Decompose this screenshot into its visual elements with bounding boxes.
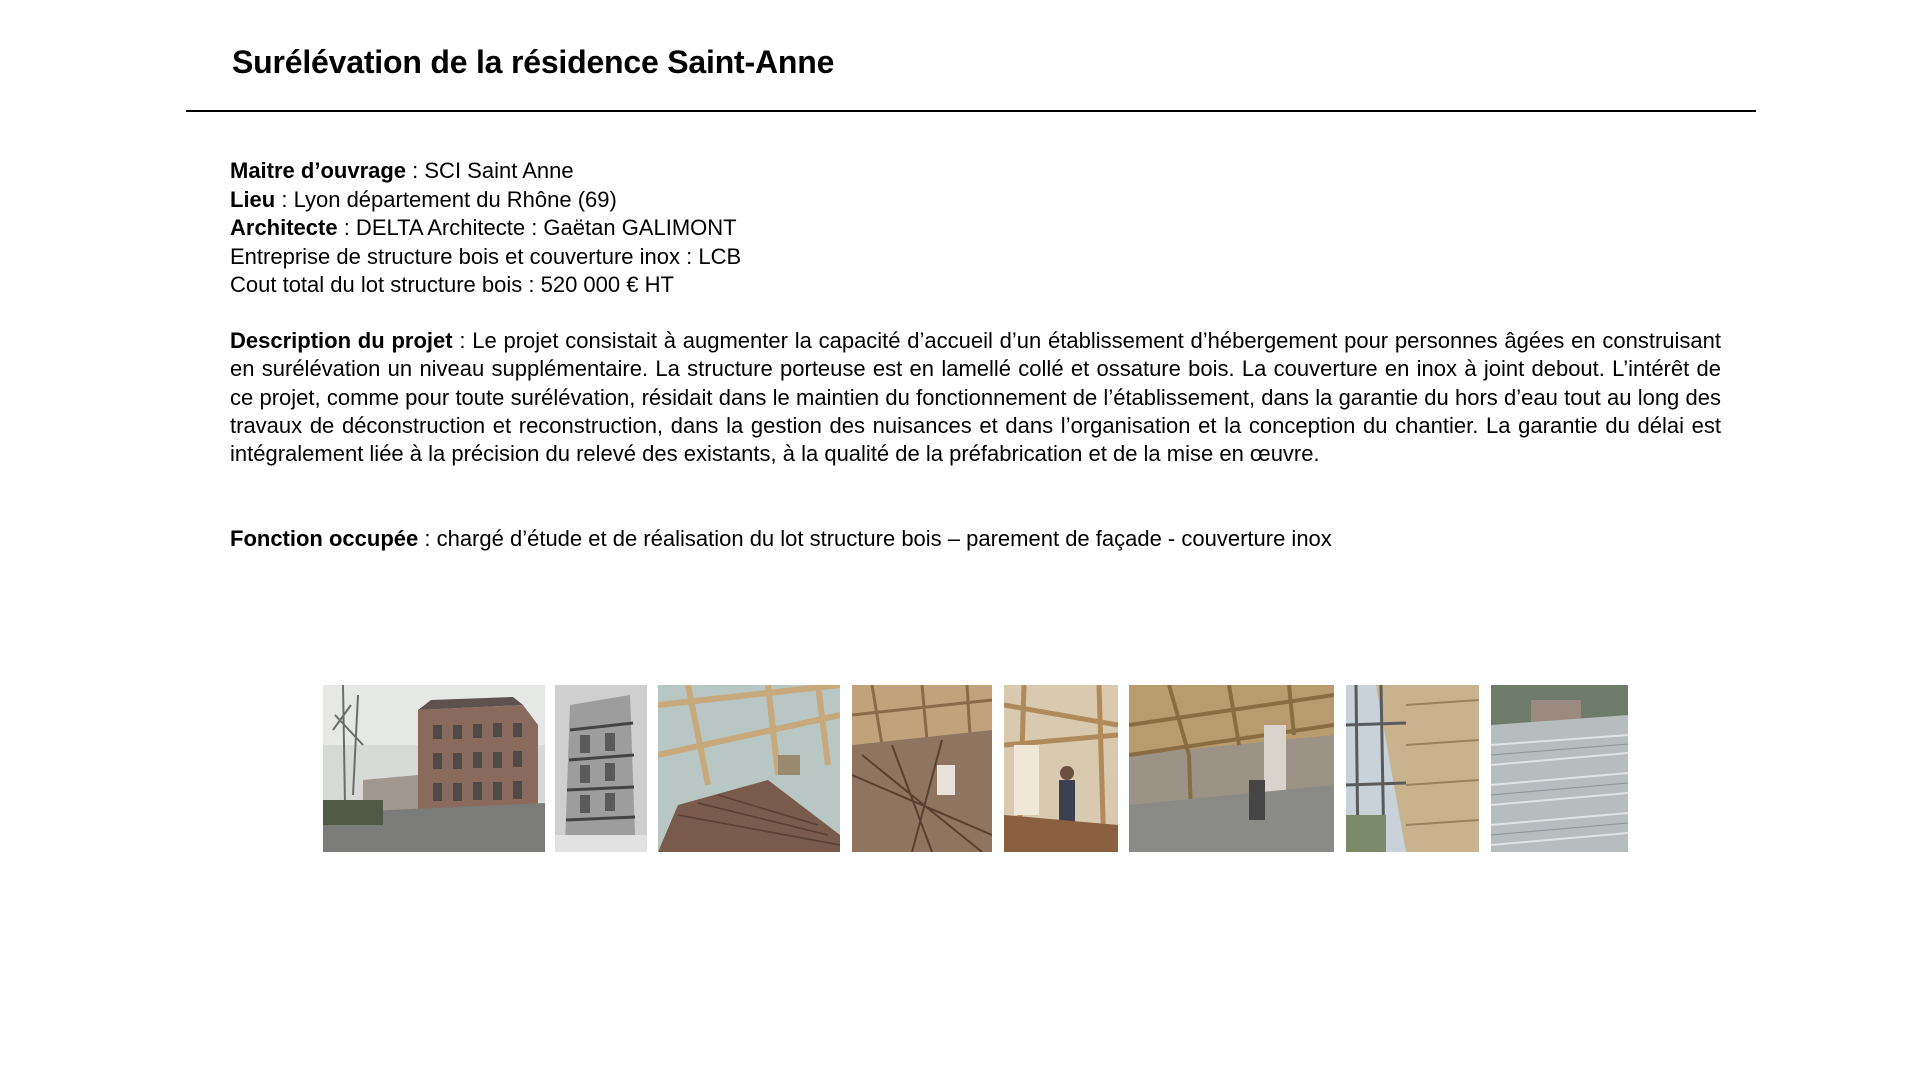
fonction-value: : chargé d’étude et de réalisation du lot structure bois – parement de façade - couverture inox <box>418 526 1332 551</box>
page-title: Surélévation de la résidence Saint-Anne <box>232 44 835 80</box>
fonction-label: Fonction occupée <box>230 526 419 551</box>
photo-facade-bw <box>555 685 647 852</box>
architecte-line <box>230 214 741 243</box>
architecte-label: Architecte <box>230 215 338 240</box>
photo-worker-structure <box>1004 685 1118 852</box>
photo-strip <box>0 685 1920 852</box>
architecte-value: : DELTA Architecte : Gaëtan GALIMONT <box>337 215 737 240</box>
maitre-ouvrage-label: Maitre d’ouvrage <box>230 158 407 183</box>
photo-interior-frame <box>1129 685 1334 852</box>
maitre-ouvrage-line <box>230 157 741 186</box>
entreprise-line: Entreprise de structure bois et couverture inox : LCB <box>230 243 742 269</box>
title-divider <box>186 110 1756 112</box>
photo-zinc-roof <box>1491 685 1628 852</box>
photo-demolition <box>852 685 992 852</box>
lieu-value: : Lyon département du Rhône (69) <box>275 186 617 212</box>
maitre-ouvrage-value: : SCI Saint Anne <box>406 158 574 183</box>
lieu-line <box>230 186 741 215</box>
lieu-label: Lieu <box>230 186 276 212</box>
fonction-occupee-line <box>230 525 1332 553</box>
project-description <box>230 327 1721 468</box>
project-info <box>230 157 741 300</box>
description-label: Description du projet <box>230 328 453 353</box>
description-text: : Le projet consistait à augmenter la capacité d’accueil d’un établissement d’hébergement pour personnes âgées en construisant en surélévation un niveau supplémentaire. La structure porteuse est en lamellé collé et ossature bois. La couverture en inox à joint debout. L’intérêt de ce projet, comme pour toute surélévation, résidait dans le maintien du fonctionnement de l’établissement, dans la garantie du hors d’eau tout au long des travaux de déconstruction et reconstruction, dans la gestion des nuisances et dans l’organisation et la conception du chantier. La garantie du délai est intégralement liée à la précision du relevé des existants, à la qualité de la préfabrication et de la mise en œuvre. <box>230 328 1721 467</box>
photo-roof-frame <box>658 685 840 852</box>
photo-existing-building <box>323 685 545 852</box>
cout-line: Cout total du lot structure bois : 520 000 € HT <box>230 272 674 297</box>
photo-scaffolding <box>1346 685 1479 852</box>
